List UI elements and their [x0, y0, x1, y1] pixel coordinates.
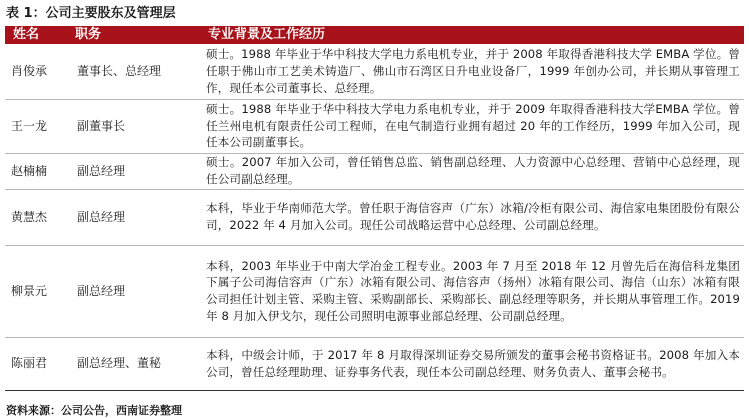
table-row — [5, 99, 744, 153]
row-name: 王一龙 — [5, 99, 67, 153]
row-name: 肖俊承 — [5, 44, 67, 99]
table-row — [5, 245, 744, 337]
management-table — [5, 26, 744, 391]
row-position: 副总经理 — [67, 189, 200, 245]
row-background: 本科，毕业于华南师范大学。曾任职于海信容声（广东）冰箱/冷柜有限公司、海信家电集团股份有限公司，2022 年 4 月加入公司。现任公司战略运营中心总经理、公司副总经理。 — [200, 189, 744, 245]
table-title: 表 1：公司主要股东及管理层 — [6, 6, 176, 21]
table-row — [5, 153, 744, 189]
row-background: 硕士。1988 年毕业于华中科技大学电力系电机专业，并于 2008 年取得香港科技大学 EMBA 学位。曾任职于佛山市工艺美术铸造厂、佛山市石湾区日升电业设备厂，1999 年创办公司，并长期从事管理工作，现任本公司董事长、总经理。 — [200, 44, 744, 99]
table-row — [5, 44, 744, 99]
row-position: 副总经理 — [67, 245, 200, 337]
source-note: 资料来源：公司公告，西南证券整理 — [6, 404, 182, 417]
row-position: 副总经理 — [67, 153, 200, 189]
header-position: 职务 — [67, 26, 200, 44]
row-background: 硕士。2007 年加入公司，曾任销售总监、销售副总经理、人力资源中心总经理、营销中心总经理，现任公司副总经理。 — [200, 153, 744, 189]
row-position: 副总经理、董秘 — [67, 337, 200, 390]
header-name: 姓名 — [5, 26, 67, 44]
row-background: 本科，2003 年毕业于中南大学冶金工程专业。2003 年 7 月至 2018 年 12 月曾先后在海信科龙集团下属子公司海信容声（广东）冰箱有限公司、海信容声（扬州）冰箱有限公司、海信（山东）冰箱有限公司担任计划主管、采购主管、采购副部长、采购部长、副总经理等职务，并长期从事管理工作。2019 年 8 月加入伊戈尔，现任公司照明电源事业部总经理、公司副总经理。 — [200, 245, 744, 337]
row-name: 陈丽君 — [5, 337, 67, 390]
row-background: 硕士。1988 年毕业于华中科技大学电力系电机专业，并于 2009 年取得香港科技大学EMBA 学位。曾任兰州电机有限责任公司工程师，在电气制造行业拥有超过 20 年的工作经历，1999 年加入公司，现任本公司副董事长。 — [200, 99, 744, 153]
row-name: 柳景元 — [5, 245, 67, 337]
row-background: 本科，中级会计师，于 2017 年 8 月取得深圳证券交易所颁发的董事会秘书资格证书。2008 年加入本公司，曾任总经理助理、证券事务代表，现任本公司副总经理、财务负责人、董事会秘书。 — [200, 337, 744, 390]
table-row — [5, 189, 744, 245]
row-name: 赵楠楠 — [5, 153, 67, 189]
table-header-row — [5, 26, 744, 44]
row-position: 副董事长 — [67, 99, 200, 153]
header-background: 专业背景及工作经历 — [200, 26, 744, 44]
table-row — [5, 337, 744, 390]
row-position: 董事长、总经理 — [67, 44, 200, 99]
row-name: 黄慧杰 — [5, 189, 67, 245]
